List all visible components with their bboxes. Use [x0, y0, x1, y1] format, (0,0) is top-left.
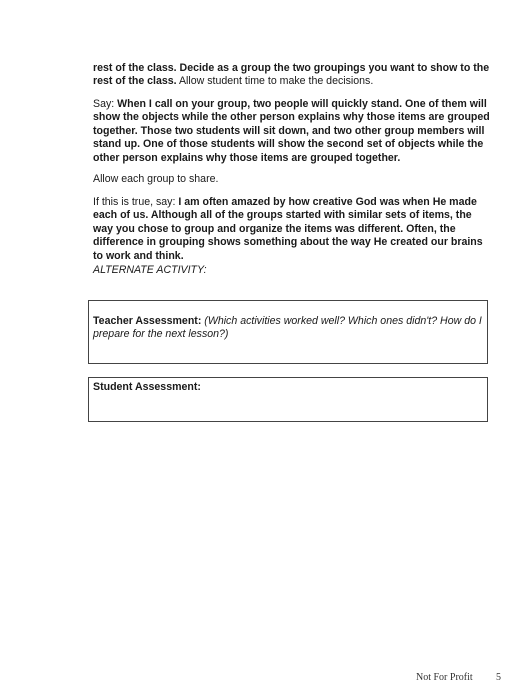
if-true-bold: I am often amazed by how creative God was when He made each of us. Although all of the groups started with similar sets of items, the way you chose to group and organize the items was different. Often, the difference in grouping shows something about the way He created our brains to work and think. — [93, 196, 483, 262]
alternate-activity-heading — [93, 264, 493, 277]
page-number: 5 — [496, 672, 501, 683]
footer-note: Not For Profit — [416, 672, 473, 683]
group-decision-bold: rest of the class. Decide as a group the two groupings you want to show to the rest of the class. — [93, 62, 490, 88]
group-decision-text: Allow student time to make the decisions. — [176, 75, 374, 88]
allow-share-text: Allow each group to share. — [93, 173, 219, 185]
teacher-assessment-prompt: (Which activities worked well? Which ones didn't? How do I prepare for the next lesson?) — [93, 315, 482, 341]
paragraph-say-instructions — [93, 98, 493, 165]
alternate-activity-label: ALTERNATE ACTIVITY: — [93, 264, 207, 276]
if-true-prefix: If this is true, say: — [93, 196, 179, 208]
student-assessment-label: Student Assessment: — [93, 381, 201, 393]
say-instructions-bold: When I call on your group, two people will quickly stand. One of them will show the objects while the other person explains why those items are grouped together. Those two students will sit down, and two other group members will stand up. One of those students will show the second set of objects while the other person explains why those items are grouped together. — [93, 98, 490, 164]
paragraph-if-true — [93, 196, 493, 263]
teacher-assessment-box — [88, 300, 488, 364]
teacher-assessment-label: Teacher Assessment: — [93, 315, 202, 327]
paragraph-allow-share — [93, 173, 493, 186]
student-assessment-box — [88, 377, 488, 422]
say-prefix: Say: — [93, 98, 118, 110]
paragraph-group-decision — [93, 62, 493, 89]
page-footer — [0, 672, 532, 688]
